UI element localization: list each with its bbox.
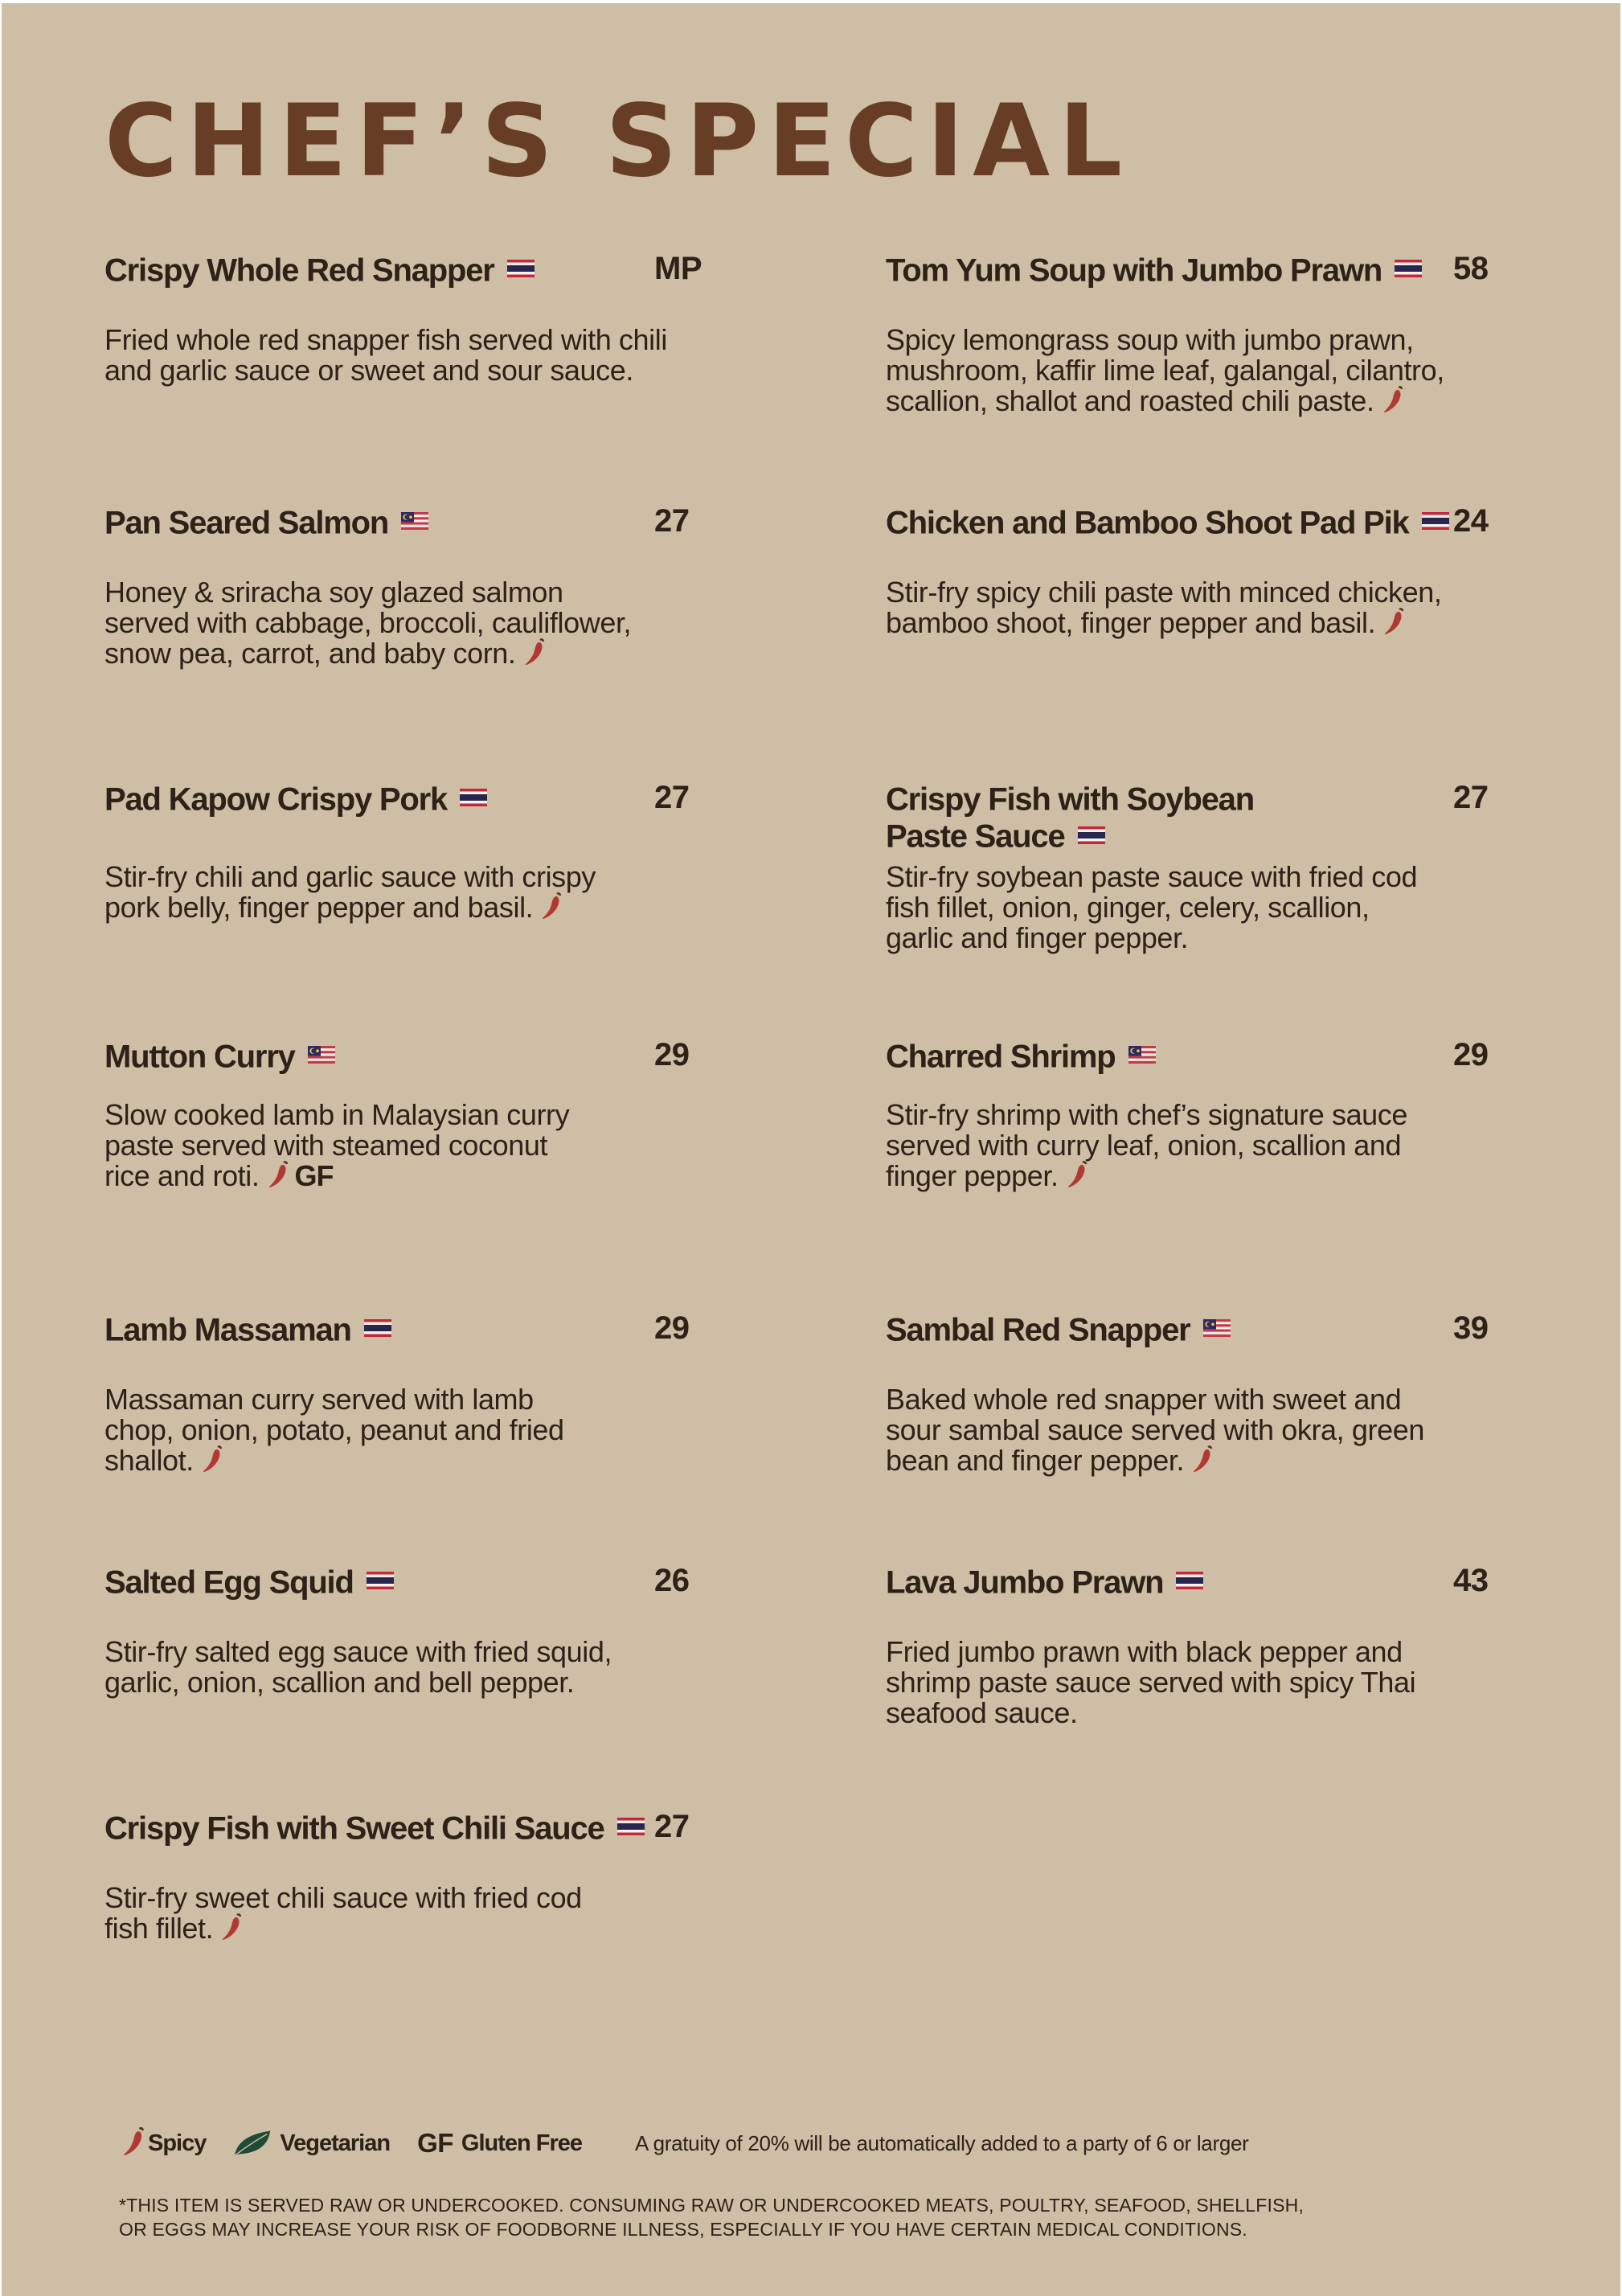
description-line xyxy=(104,1913,582,1945)
description-text: Stir-fry spicy chili paste with minced chicken, xyxy=(886,576,1442,609)
description-line xyxy=(886,1445,1424,1477)
description-line xyxy=(104,1130,569,1161)
item-name xyxy=(886,503,1449,540)
item-name xyxy=(104,503,428,540)
item-name-text: Tom Yum Soup with Jumbo Prawn xyxy=(886,252,1382,289)
item-price: 29 xyxy=(1453,1037,1489,1072)
description-text: Stir-fry salted egg sauce with fried squid, xyxy=(104,1635,612,1668)
description-text: Stir-fry chili and garlic sauce with crispy xyxy=(104,860,596,893)
thai-flag-icon xyxy=(617,1818,645,1835)
item-name-text: Crispy Whole Red Snapper xyxy=(104,252,494,289)
legend-gluten-free xyxy=(417,2128,582,2159)
item-name-text: Mutton Curry xyxy=(104,1039,295,1075)
item-name xyxy=(104,780,487,817)
malaysia-flag-icon xyxy=(1128,1046,1156,1064)
description-text: served with cabbage, broccoli, cauliflower, xyxy=(104,606,632,639)
item-price: MP xyxy=(654,251,702,286)
item-price: 29 xyxy=(654,1037,690,1072)
chili-icon xyxy=(266,1160,290,1189)
item-price: 29 xyxy=(654,1310,690,1346)
legend-vegetarian-label: Vegetarian xyxy=(280,2130,391,2156)
description-text: Massaman curry served with lamb xyxy=(104,1383,534,1416)
description-line xyxy=(886,923,1417,953)
chili-icon xyxy=(200,1445,224,1474)
thai-flag-icon xyxy=(367,1572,394,1589)
description-text: Spicy lemongrass soup with jumbo prawn, xyxy=(886,323,1414,356)
description-text: finger pepper. xyxy=(886,1159,1059,1192)
description-text: garlic, onion, scallion and bell pepper. xyxy=(104,1666,575,1699)
description-line xyxy=(104,577,631,608)
chili-icon xyxy=(522,638,547,666)
item-name-line: Crispy Fish with Soybean xyxy=(886,781,1254,818)
description-line xyxy=(104,1100,569,1130)
description-line xyxy=(104,1883,582,1913)
item-description xyxy=(104,1384,564,1477)
description-line xyxy=(886,1698,1415,1728)
legend xyxy=(121,2121,1249,2166)
chili-icon xyxy=(1381,385,1405,414)
item-name xyxy=(104,251,535,288)
chili-icon xyxy=(1065,1160,1089,1189)
description-text: pork belly, finger pepper and basil. xyxy=(104,891,534,924)
description-line xyxy=(104,608,631,638)
description-text: sour sambal sauce served with okra, green xyxy=(886,1413,1424,1446)
item-name xyxy=(886,1563,1203,1600)
item-name xyxy=(886,251,1422,288)
item-price: 39 xyxy=(1453,1310,1489,1346)
item-name xyxy=(104,1310,391,1347)
item-name-text: Sambal Red Snapper xyxy=(886,1312,1190,1348)
item-price: 26 xyxy=(654,1563,690,1598)
description-line xyxy=(104,862,596,892)
description-line xyxy=(886,325,1444,355)
description-text: bamboo shoot, finger pepper and basil. xyxy=(886,606,1376,639)
menu-page xyxy=(2,3,1620,2296)
description-line xyxy=(104,325,667,355)
item-name-line: Paste Sauce xyxy=(886,818,1065,855)
disclaimer-line: *THIS ITEM IS SERVED RAW OR UNDERCOOKED. CONSUMING RAW OR UNDERCOOKED MEATS, POULTRY, SEAFOOD, SHELLFISH, xyxy=(119,2195,1305,2216)
item-description xyxy=(104,1637,612,1698)
gratuity-note: A gratuity of 20% will be automatically added to a party of 6 or larger xyxy=(635,2130,1249,2155)
chili-icon xyxy=(1190,1445,1214,1474)
description-line xyxy=(886,1637,1415,1667)
item-name xyxy=(886,1037,1156,1074)
chili-icon xyxy=(539,892,563,920)
description-line xyxy=(886,892,1417,923)
item-price: 27 xyxy=(654,503,690,539)
item-name-text: Lava Jumbo Prawn xyxy=(886,1564,1164,1601)
description-text: seafood sauce. xyxy=(886,1696,1078,1729)
description-text: garlic and finger pepper. xyxy=(886,921,1189,954)
item-description xyxy=(104,862,596,924)
description-line xyxy=(104,1161,569,1192)
item-description xyxy=(104,1883,582,1945)
description-line xyxy=(886,1667,1415,1698)
page-title: CHEF’S SPECIAL xyxy=(104,84,1132,199)
item-price: 58 xyxy=(1453,251,1489,286)
description-text: Stir-fry shrimp with chef’s signature sauce xyxy=(886,1098,1408,1131)
item-price: 27 xyxy=(654,1809,690,1844)
item-price: 27 xyxy=(654,780,690,815)
thai-flag-icon xyxy=(1422,512,1449,530)
item-name-text: Lamb Massaman xyxy=(104,1312,351,1348)
description-line xyxy=(886,386,1444,417)
item-name-text: Crispy Fish with Sweet Chili Sauce xyxy=(104,1810,604,1847)
item-description xyxy=(886,862,1417,953)
item-description xyxy=(886,1637,1415,1728)
description-line xyxy=(104,638,631,670)
description-text: fish fillet. xyxy=(104,1912,214,1945)
item-name-text: Charred Shrimp xyxy=(886,1039,1116,1075)
item-name xyxy=(104,1563,394,1600)
legend-gf-abbr: GF xyxy=(417,2128,453,2158)
description-text: Fried jumbo prawn with black pepper and xyxy=(886,1635,1403,1668)
description-line xyxy=(886,608,1441,639)
legend-gluten-free-label: Gluten Free xyxy=(461,2130,583,2156)
description-line xyxy=(104,1637,612,1667)
description-text: Slow cooked lamb in Malaysian curry xyxy=(104,1098,570,1131)
raw-food-disclaimer xyxy=(119,2193,1304,2241)
description-line xyxy=(886,355,1444,386)
description-line xyxy=(104,355,667,386)
description-text: Baked whole red snapper with sweet and xyxy=(886,1383,1402,1416)
description-text: scallion, shallot and roasted chili paste. xyxy=(886,384,1374,417)
malaysia-flag-icon xyxy=(401,512,428,530)
thai-flag-icon xyxy=(364,1319,391,1337)
leaf-icon xyxy=(233,2129,273,2158)
description-text: chop, onion, potato, peanut and fried xyxy=(104,1413,564,1446)
description-text: shrimp paste sauce served with spicy Thai xyxy=(886,1666,1416,1699)
item-description xyxy=(104,1100,569,1192)
thai-flag-icon xyxy=(1395,260,1422,277)
item-name xyxy=(104,1809,645,1846)
item-description xyxy=(886,1100,1407,1192)
description-line xyxy=(886,1100,1407,1130)
item-name xyxy=(886,1310,1231,1347)
item-description xyxy=(886,1384,1424,1477)
chili-icon xyxy=(121,2126,146,2158)
description-text: bean and finger pepper. xyxy=(886,1444,1185,1477)
malaysia-flag-icon xyxy=(1203,1319,1231,1337)
description-text: Honey & sriracha soy glazed salmon xyxy=(104,576,563,609)
chili-icon xyxy=(1382,607,1406,636)
item-description xyxy=(104,577,631,670)
description-text: paste served with steamed coconut xyxy=(104,1129,548,1162)
description-line xyxy=(886,862,1417,892)
legend-spicy xyxy=(121,2127,206,2159)
description-text: served with curry leaf, onion, scallion and xyxy=(886,1129,1402,1162)
description-text: Stir-fry soybean paste sauce with fried cod xyxy=(886,860,1418,893)
malaysia-flag-icon xyxy=(308,1046,335,1064)
item-name-text: Pad Kapow Crispy Pork xyxy=(104,781,448,818)
legend-vegetarian xyxy=(233,2129,390,2158)
description-text: and garlic sauce or sweet and sour sauce. xyxy=(104,354,633,387)
description-text: snow pea, carrot, and baby corn. xyxy=(104,637,516,670)
description-line xyxy=(104,1415,564,1445)
item-name-text: Pan Seared Salmon xyxy=(104,505,389,541)
item-name-text: Chicken and Bamboo Shoot Pad Pik xyxy=(886,505,1409,541)
description-line xyxy=(886,577,1441,608)
description-line xyxy=(886,1415,1424,1445)
description-line xyxy=(886,1130,1407,1161)
description-text: fish fillet, onion, ginger, celery, scallion, xyxy=(886,891,1370,924)
item-description xyxy=(104,325,667,386)
description-text: shallot. xyxy=(104,1444,194,1477)
description-line xyxy=(104,892,596,924)
description-text: rice and roti. xyxy=(104,1159,260,1192)
legend-spicy-label: Spicy xyxy=(148,2130,207,2156)
description-line xyxy=(104,1445,564,1477)
description-text: Fried whole red snapper fish served with chili xyxy=(104,323,667,356)
item-price: 43 xyxy=(1453,1563,1489,1598)
description-line xyxy=(886,1161,1407,1192)
description-line xyxy=(104,1384,564,1415)
item-name xyxy=(886,780,1254,855)
item-name xyxy=(104,1037,335,1074)
chili-icon xyxy=(219,1913,244,1941)
item-price: 27 xyxy=(1453,780,1489,815)
description-text: mushroom, kaffir lime leaf, galangal, cilantro, xyxy=(886,354,1444,387)
item-price: 24 xyxy=(1453,503,1489,539)
disclaimer-line: OR EGGS MAY INCREASE YOUR RISK OF FOODBORNE ILLNESS, ESPECIALLY IF YOU HAVE CERTAIN MEDICAL CONDITIONS. xyxy=(119,2219,1247,2240)
item-description xyxy=(886,577,1441,639)
item-description xyxy=(886,325,1444,417)
item-name-text: Salted Egg Squid xyxy=(104,1564,354,1601)
thai-flag-icon xyxy=(507,260,535,277)
thai-flag-icon xyxy=(1176,1572,1203,1589)
description-line xyxy=(104,1667,612,1698)
description-text: Stir-fry sweet chili sauce with fried cod xyxy=(104,1881,582,1914)
thai-flag-icon xyxy=(460,789,487,806)
description-line xyxy=(886,1384,1424,1415)
thai-flag-icon xyxy=(1078,826,1105,844)
gluten-free-tag: GF xyxy=(294,1159,334,1192)
